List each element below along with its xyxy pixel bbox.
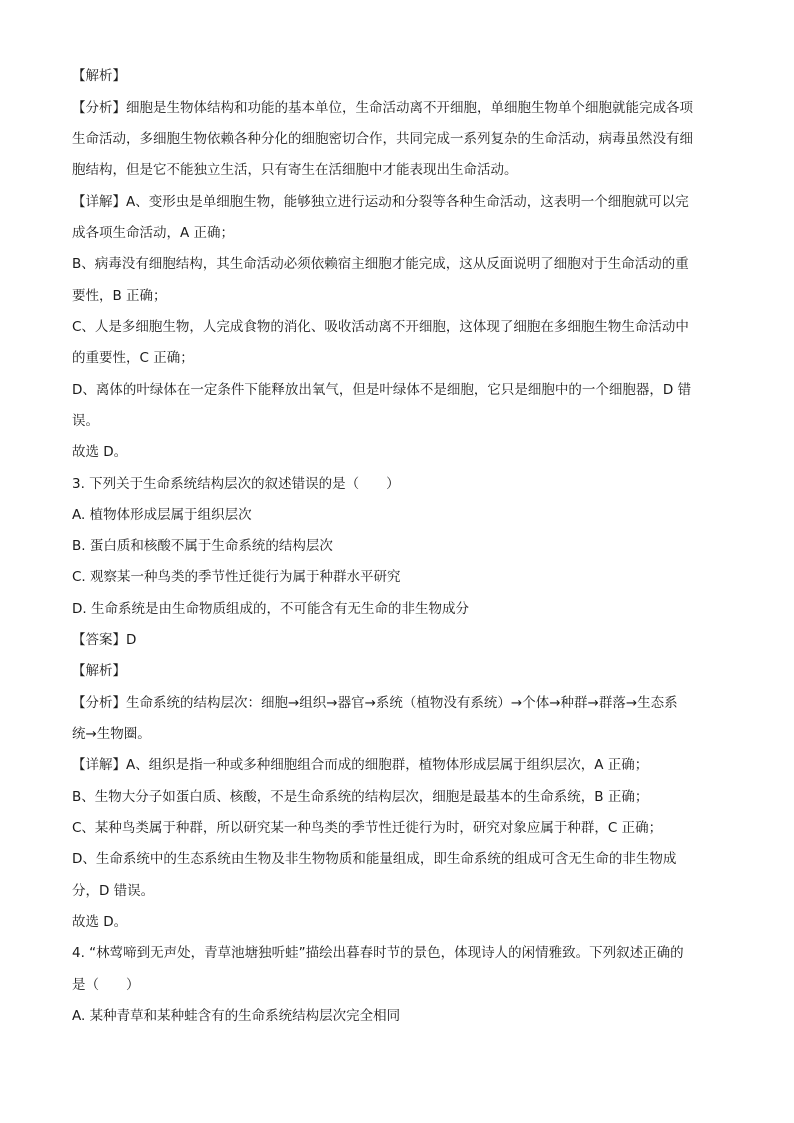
detail-paragraph-line: 【详解】A、变形虫是单细胞生物，能够独立进行运动和分裂等各种生命活动，这表明一个细胞就可以完: [72, 194, 689, 210]
analysis-paragraph-line: 【分析】生命系统的结构层次：细胞→组织→器官→系统（植物没有系统）→个体→种群→群落→生态系: [72, 695, 678, 711]
conclusion-line: 故选 D。: [72, 444, 128, 460]
question-3-stem: 3. 下列关于生命系统结构层次的叙述错误的是（ ）: [72, 476, 400, 492]
detail-paragraph-line: C、人是多细胞生物，人完成食物的消化、吸收活动离不开细胞，这体现了细胞在多细胞生物生命活动中: [72, 319, 689, 335]
question-4-stem: 是（ ）: [72, 977, 140, 993]
detail-paragraph-line: B、生物大分子如蛋白质、核酸，不是生命系统的结构层次，细胞是最基本的生命系统，B 正确；: [72, 789, 649, 805]
detail-paragraph-line: 要性，B 正确；: [72, 288, 167, 304]
analysis-paragraph-line: 【分析】细胞是生物体结构和功能的基本单位，生命活动离不开细胞，单细胞生物单个细胞就能完成各项: [72, 100, 693, 116]
analysis-paragraph-line: 生命活动，多细胞生物依赖各种分化的细胞密切合作，共同完成一系列复杂的生命活动，病毒虽然没有细: [72, 131, 693, 147]
detail-paragraph-line: C、某种鸟类属于种群，所以研究某一种鸟类的季节性迁徙行为时，研究对象应属于种群，C 正确；: [72, 820, 663, 836]
section-heading-analysis: 【解析】: [72, 68, 126, 84]
detail-paragraph-line: 【详解】A、组织是指一种或多种细胞组合而成的细胞群，植物体形成层属于组织层次，A 正确；: [72, 757, 649, 773]
question-3-option-c: C. 观察某一种鸟类的季节性迁徙行为属于种群水平研究: [72, 569, 401, 585]
analysis-paragraph-line: 统→生物圈。: [72, 726, 151, 742]
analysis-paragraph-line: 胞结构，但是它不能独立生活，只有寄生在活细胞中才能表现出生命活动。: [72, 162, 518, 178]
question-4-option-a: A. 某种青草和某种蛙含有的生命系统结构层次完全相同: [72, 1008, 401, 1024]
detail-paragraph-line: 分，D 错误。: [72, 883, 155, 899]
conclusion-line: 故选 D。: [72, 914, 128, 930]
detail-paragraph-line: 成各项生命活动，A 正确；: [72, 225, 235, 241]
question-4-stem: 4. “林莺啼到无声处，青草池塘独听蛙”描绘出暮春时节的景色，体现诗人的闲情雅致。下列叙述正确的: [72, 945, 684, 961]
section-heading-analysis: 【解析】: [72, 663, 126, 679]
question-3-option-d: D. 生命系统是由生命物质组成的，不可能含有无生命的非生物成分: [72, 601, 469, 617]
answer-line: 【答案】D: [72, 632, 137, 648]
question-3-option-a: A. 植物体形成层属于组织层次: [72, 507, 252, 523]
question-3-option-b: B. 蛋白质和核酸不属于生命系统的结构层次: [72, 538, 333, 554]
detail-paragraph-line: B、病毒没有细胞结构，其生命活动必须依赖宿主细胞才能完成，这从反面说明了细胞对于生命活动的重: [72, 256, 689, 272]
detail-paragraph-line: 的重要性，C 正确；: [72, 350, 194, 366]
detail-paragraph-line: D、离体的叶绿体在一定条件下能释放出氧气，但是叶绿体不是细胞，它只是细胞中的一个细胞器，D 错: [72, 382, 692, 398]
detail-paragraph-line: 误。: [72, 413, 99, 429]
detail-paragraph-line: D、生命系统中的生态系统由生物及非生物物质和能量组成，即生命系统的组成可含无生命的非生物成: [72, 851, 677, 867]
